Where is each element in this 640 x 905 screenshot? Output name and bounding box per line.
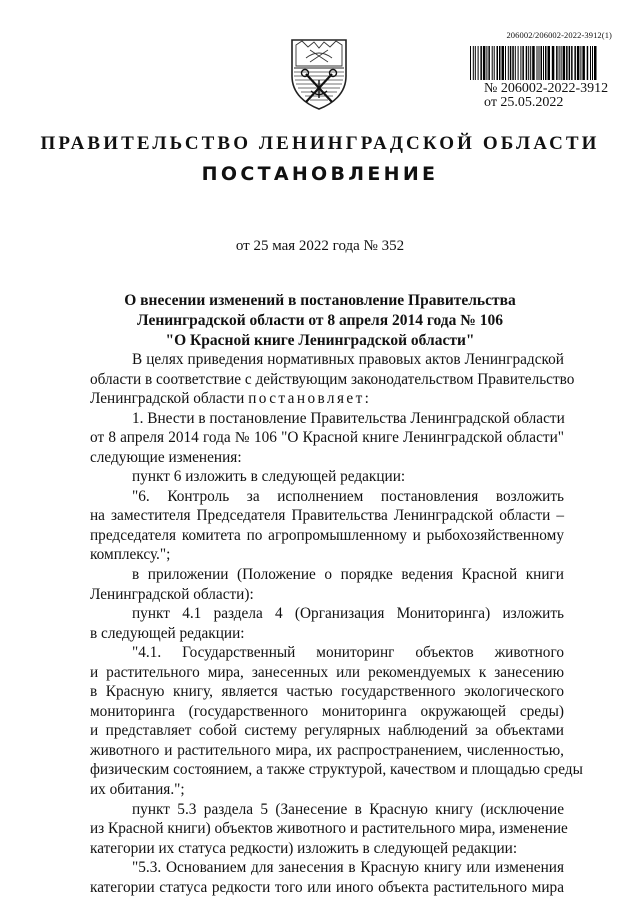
body-line: физическим состоянием, а также структурой, качеством и площадью среды bbox=[90, 761, 583, 779]
body-line: председателя комитета по агропромышленному и рыбохозяйственному bbox=[90, 526, 564, 544]
registration-date: от 25.05.2022 bbox=[484, 95, 564, 110]
body-line: их обитания."; bbox=[90, 781, 185, 799]
body-line bbox=[90, 389, 564, 409]
body-line: в приложении (Положение о порядке ведения Красной книги bbox=[132, 566, 564, 584]
body-line: 1. Внести в постановление Правительства Ленинградской области bbox=[132, 409, 565, 427]
body-line: "4.1. Государственный мониторинг объектов животного bbox=[132, 644, 564, 662]
body-line: пункт 6 изложить в следующей редакции: bbox=[132, 468, 406, 486]
subject-line: "О Красной книге Ленинградской области" bbox=[165, 332, 475, 349]
document-date: от 25 мая 2022 года № 352 bbox=[235, 238, 405, 254]
body-line: и представляет собой систему регулярных наблюдений за объектами bbox=[90, 722, 564, 740]
body-line: категории статуса редкости того или иного объекта растительного мира bbox=[90, 878, 564, 896]
registration-code: 206002/206002-2022-3912(1) bbox=[506, 30, 612, 40]
body-line: из Красной книги) объектов животного и растительного мира, изменение bbox=[90, 820, 568, 838]
body-line: и растительного мира, занесенных или рекомендуемых к занесению bbox=[90, 663, 564, 681]
body-line: животного и растительного мира, их распространением, численностью, bbox=[90, 741, 564, 759]
body-line: В целях приведения нормативных правовых актов Ленинградской bbox=[132, 351, 564, 368]
body-line: в следующей редакции: bbox=[90, 624, 245, 642]
subject-line: Ленинградской области от 8 апреля 2014 года № 106 bbox=[137, 312, 503, 329]
body-line: пункт 4.1 раздела 4 (Организация Мониторинга) изложить bbox=[132, 605, 564, 623]
body-line: "6. Контроль за исполнением постановления возложить bbox=[132, 487, 564, 505]
body-line: мониторинга (государственного мониторинга окружающей среды) bbox=[90, 702, 564, 720]
body-line: Ленинградской области): bbox=[90, 585, 254, 603]
body-line: "5.3. Основанием для занесения в Красную книгу или изменения bbox=[132, 859, 564, 877]
body-text: : bbox=[364, 390, 369, 408]
document-body bbox=[90, 350, 583, 897]
decree-word: постановляет bbox=[248, 390, 365, 408]
body-line: от 8 апреля 2014 года № 106 "О Красной книге Ленинградской области" bbox=[90, 429, 564, 447]
registration-number: № 206002-2022-3912 bbox=[484, 81, 609, 96]
body-line: пункт 5.3 раздела 5 (Занесение в Красную книгу (исключение bbox=[132, 800, 564, 818]
subject-line: О внесении изменений в постановление Правительства bbox=[124, 292, 516, 309]
barcode bbox=[470, 46, 600, 80]
body-line: следующие изменения: bbox=[90, 448, 242, 466]
body-line: области в соответствие с действующим законодательством Правительство bbox=[90, 370, 575, 388]
government-title: ПРАВИТЕЛЬСТВО ЛЕНИНГРАДСКОЙ ОБЛАСТИ bbox=[40, 133, 600, 154]
document-subject bbox=[0, 291, 640, 351]
coat-of-arms-icon bbox=[288, 36, 350, 112]
body-line: комплексу."; bbox=[90, 546, 171, 564]
body-line: в Красную книгу, является частью государственного экологического bbox=[90, 683, 564, 701]
document-type: ПОСТАНОВЛЕНИЕ bbox=[201, 163, 439, 185]
body-line: категории их статуса редкости) изложить в следующей редакции: bbox=[90, 839, 518, 857]
body-text: Ленинградской области bbox=[90, 390, 249, 408]
body-line: на заместителя Председателя Правительства Ленинградской области – bbox=[90, 507, 564, 525]
